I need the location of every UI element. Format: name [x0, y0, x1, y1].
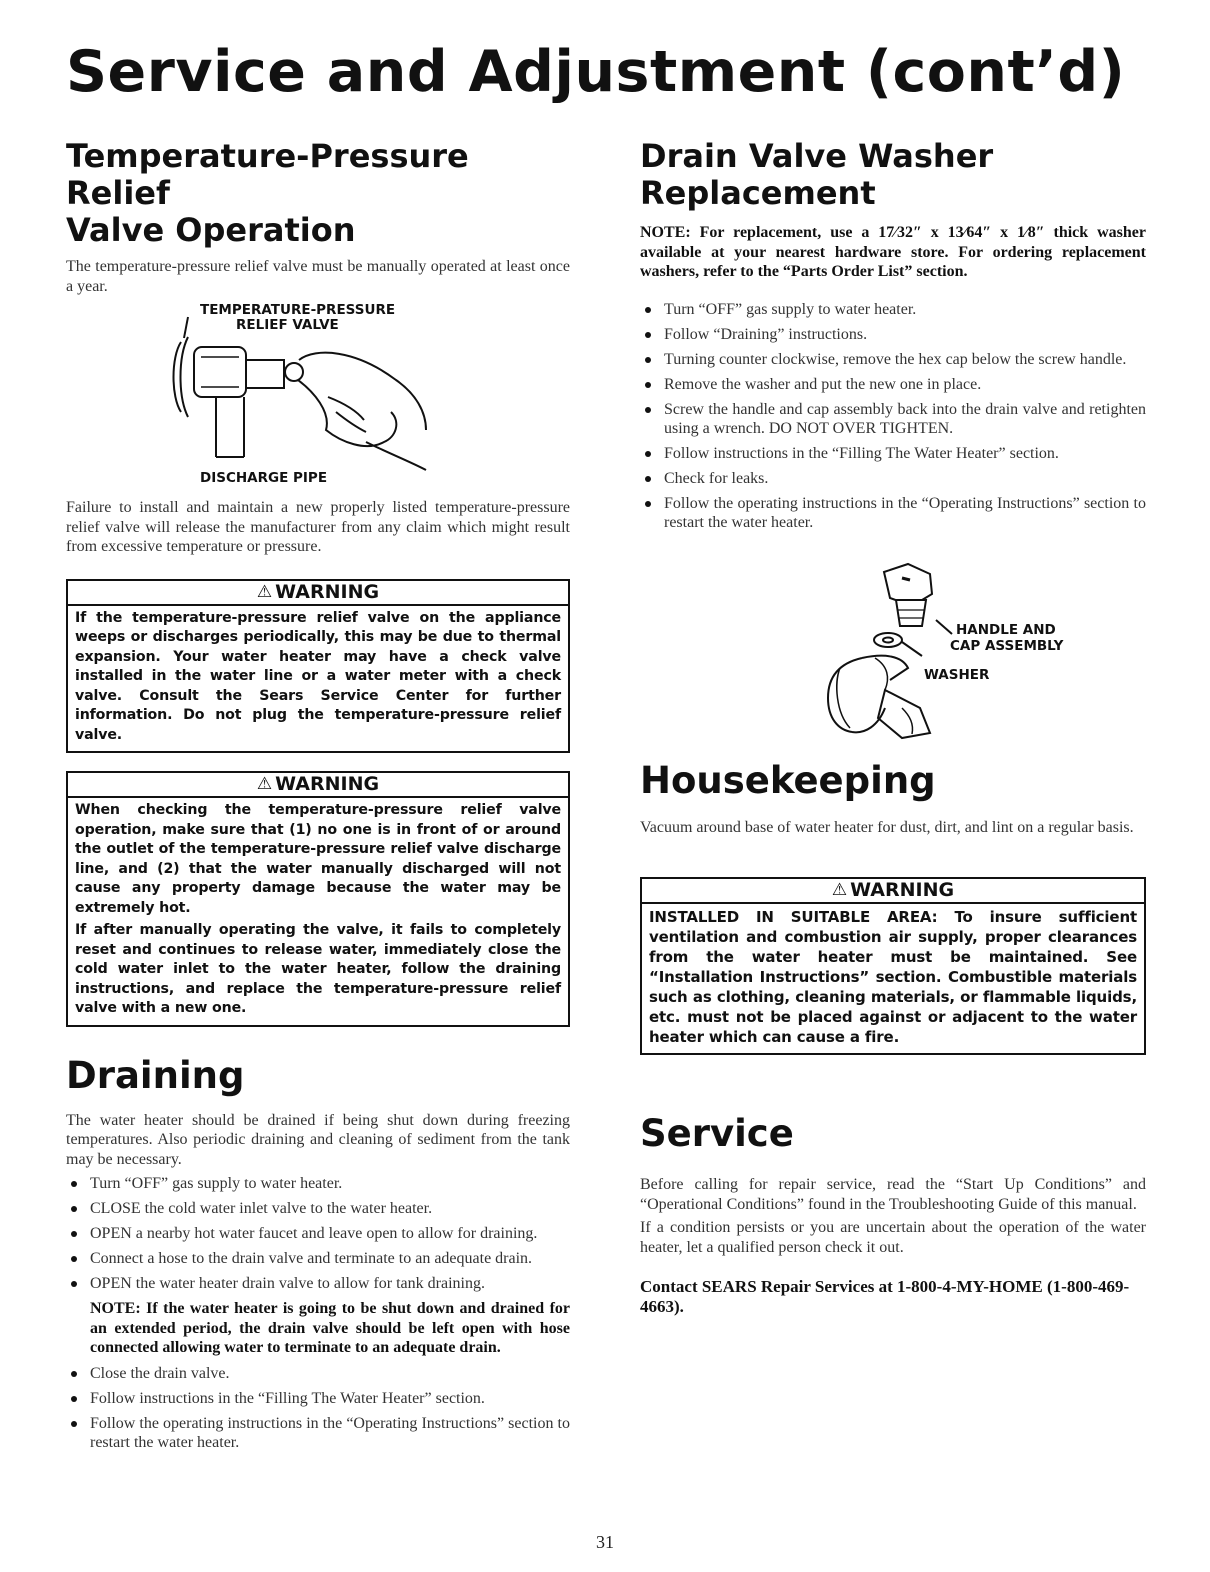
bullet-icon: [71, 1206, 77, 1212]
page-title: Service and Adjustment (cont’d): [66, 39, 1126, 105]
bullet-icon: [71, 1421, 77, 1427]
service-contact: Contact SEARS Repair Services at 1-800-4-MY-HOME (1-800-469-4663).: [640, 1277, 1130, 1316]
bullet-icon: [71, 1371, 77, 1377]
warning-title-3: WARNING: [850, 879, 955, 901]
bullet-icon: [71, 1181, 77, 1187]
list-item: OPEN the water heater drain valve to allow for tank draining.: [66, 1274, 570, 1293]
list-item: Turning counter clockwise, remove the hex cap below the screw handle.: [640, 350, 1146, 369]
left-column: [66, 138, 570, 1458]
tpr-intro: The temperature-pressure relief valve must be manually operated at least once a year.: [66, 258, 570, 295]
draining-intro: The water heater should be drained if being shut down during freezing temperatures. Also periodic draining and cleaning of sediment from the tank may be necessary.: [66, 1111, 570, 1168]
warning-box-1: [66, 579, 570, 754]
list-item: Turn “OFF” gas supply to water heater.: [640, 300, 1146, 319]
draining-list-a: [66, 1174, 570, 1293]
warning-header-2: [68, 773, 568, 798]
drain-valve-figure: [640, 558, 1146, 758]
service-heading: Service: [640, 1112, 794, 1155]
tpr-valve-figure: [66, 302, 570, 490]
list-item: Turn “OFF” gas supply to water heater.: [66, 1174, 570, 1193]
warning-title-2: WARNING: [275, 773, 380, 795]
list-item: Screw the handle and cap assembly back into the drain valve and retighten using a wrench. DO NOT OVER TIGHTEN.: [640, 400, 1146, 438]
warning-triangle-icon: ⚠: [256, 581, 273, 602]
service-text-2: If a condition persists or you are uncertain about the operation of the water heater, let a qualified person check it out.: [640, 1219, 1146, 1256]
drain-valve-note: NOTE: For replacement, use a 17⁄32″ x 13⁄64″ x 1⁄8″ thick washer available at your nearest hardware store. For ordering replacement washers, refer to the “Parts Order List” section.: [640, 224, 1146, 280]
list-item: OPEN a nearby hot water faucet and leave open to allow for draining.: [66, 1224, 570, 1243]
bullet-icon: [645, 332, 651, 338]
warning-text-2a: When checking the temperature-pressure relief valve operation, make sure that (1) no one is in front of or around the outlet of the temperature-pressure relief valve discharge line, and (2) that the water manually discharged will not cause any property damage because the water may be extremely hot.: [75, 802, 561, 916]
drain-valve-label-1: HANDLE AND: [956, 621, 1056, 638]
warning-header-1: [68, 581, 568, 606]
drain-valve-heading-line1: Drain Valve Washer: [640, 137, 994, 175]
bullet-icon: [645, 501, 651, 507]
drain-valve-illustration: [640, 558, 1146, 758]
draining-list-b: [66, 1364, 570, 1452]
drain-valve-heading-line2: Replacement: [640, 174, 876, 212]
bullet-icon: [645, 451, 651, 457]
bullet-icon: [645, 382, 651, 388]
tpr-label-top-1: TEMPERATURE-PRESSURE: [200, 302, 396, 318]
tpr-label-top-2: RELIEF VALVE: [236, 317, 339, 333]
bullet-icon: [71, 1256, 77, 1262]
drain-valve-label-2: CAP ASSEMBLY: [950, 637, 1064, 654]
list-item: Connect a hose to the drain valve and terminate to an adequate drain.: [66, 1249, 570, 1268]
list-item: Follow instructions in the “Filling The Water Heater” section.: [66, 1389, 570, 1408]
list-item: Follow “Draining” instructions.: [640, 325, 1146, 344]
warning-triangle-icon: ⚠: [256, 774, 273, 794]
draining-note: NOTE: If the water heater is going to be shut down and drained for an extended period, the drain valve should be left open with hose connected allowing water to terminate to an adequate drain.: [90, 1300, 570, 1356]
bullet-icon: [645, 357, 651, 363]
warning-box-3: [640, 877, 1146, 1055]
bullet-icon: [645, 476, 651, 482]
tpr-failure-text: Failure to install and maintain a new properly listed temperature-pressure relief valve will release the manufacturer from any claim which might result from excessive temperature or pressure.: [66, 499, 570, 555]
warning-header-3: [642, 879, 1144, 904]
warning-title-1: WARNING: [275, 580, 380, 603]
drain-valve-label-3: WASHER: [924, 666, 990, 683]
warning-text-2b: If after manually operating the valve, it fails to completely reset and continues to release water, immediately close the cold water inlet to the water heater, follow the draining instructions, and replace the temperature-pressure relief valve with a new one.: [75, 922, 561, 1016]
housekeeping-text: Vacuum around base of water heater for dust, dirt, and lint on a regular basis.: [640, 818, 1134, 836]
list-item: CLOSE the cold water inlet valve to the water heater.: [66, 1199, 570, 1218]
service-text-1: Before calling for repair service, read the “Start Up Conditions” and “Operational Conditions” found in the Troubleshooting Guide of this manual.: [640, 1176, 1146, 1213]
tpr-heading-line2: Valve Operation: [66, 211, 356, 249]
bullet-icon: [71, 1396, 77, 1402]
list-item: Close the drain valve.: [66, 1364, 570, 1383]
bullet-icon: [71, 1231, 77, 1237]
list-item: Follow the operating instructions in the “Operating Instructions” section to restart the water heater.: [640, 494, 1146, 532]
right-column: [640, 138, 1146, 1317]
tpr-heading-line1: Temperature-Pressure Relief: [66, 137, 469, 212]
drain-valve-list: [640, 300, 1146, 532]
warning-text-1: If the temperature-pressure relief valve on the appliance weeps or discharges periodically, this may be due to thermal expansion. Your water heater may have a check valve installed in the water line or a water meter with a check valve. Consult the Sears Service Center for further information. Do not plug the temperature-pressure relief valve.: [75, 609, 561, 743]
list-item: Follow the operating instructions in the “Operating Instructions” section to restart the water heater.: [66, 1414, 570, 1452]
tpr-label-bottom: DISCHARGE PIPE: [200, 470, 328, 486]
page-number: 31: [596, 1532, 614, 1552]
warning-triangle-icon: ⚠: [831, 880, 848, 900]
warning-box-2: [66, 771, 570, 1027]
list-item: Check for leaks.: [640, 469, 1146, 488]
bullet-icon: [71, 1281, 77, 1287]
draining-heading: Draining: [66, 1053, 245, 1097]
warning-text-3: INSTALLED IN SUITABLE AREA: To insure sufficient ventilation and combustion air supply, proper clearances from the water heater must be maintained. See “Installation Instructions” section. Combustible materials such as clothing, cleaning materials, or flammable liquids, etc. must not be placed against or adjacent to the water heater which can cause a fire.: [649, 908, 1137, 1046]
drain-valve-heading: [640, 138, 1146, 212]
housekeeping-heading: Housekeeping: [640, 758, 936, 802]
bullet-icon: [645, 307, 651, 313]
bullet-icon: [645, 407, 651, 413]
list-item: Remove the washer and put the new one in place.: [640, 375, 1146, 394]
list-item: Follow instructions in the “Filling The Water Heater” section.: [640, 444, 1146, 463]
tpr-heading: [66, 138, 570, 249]
